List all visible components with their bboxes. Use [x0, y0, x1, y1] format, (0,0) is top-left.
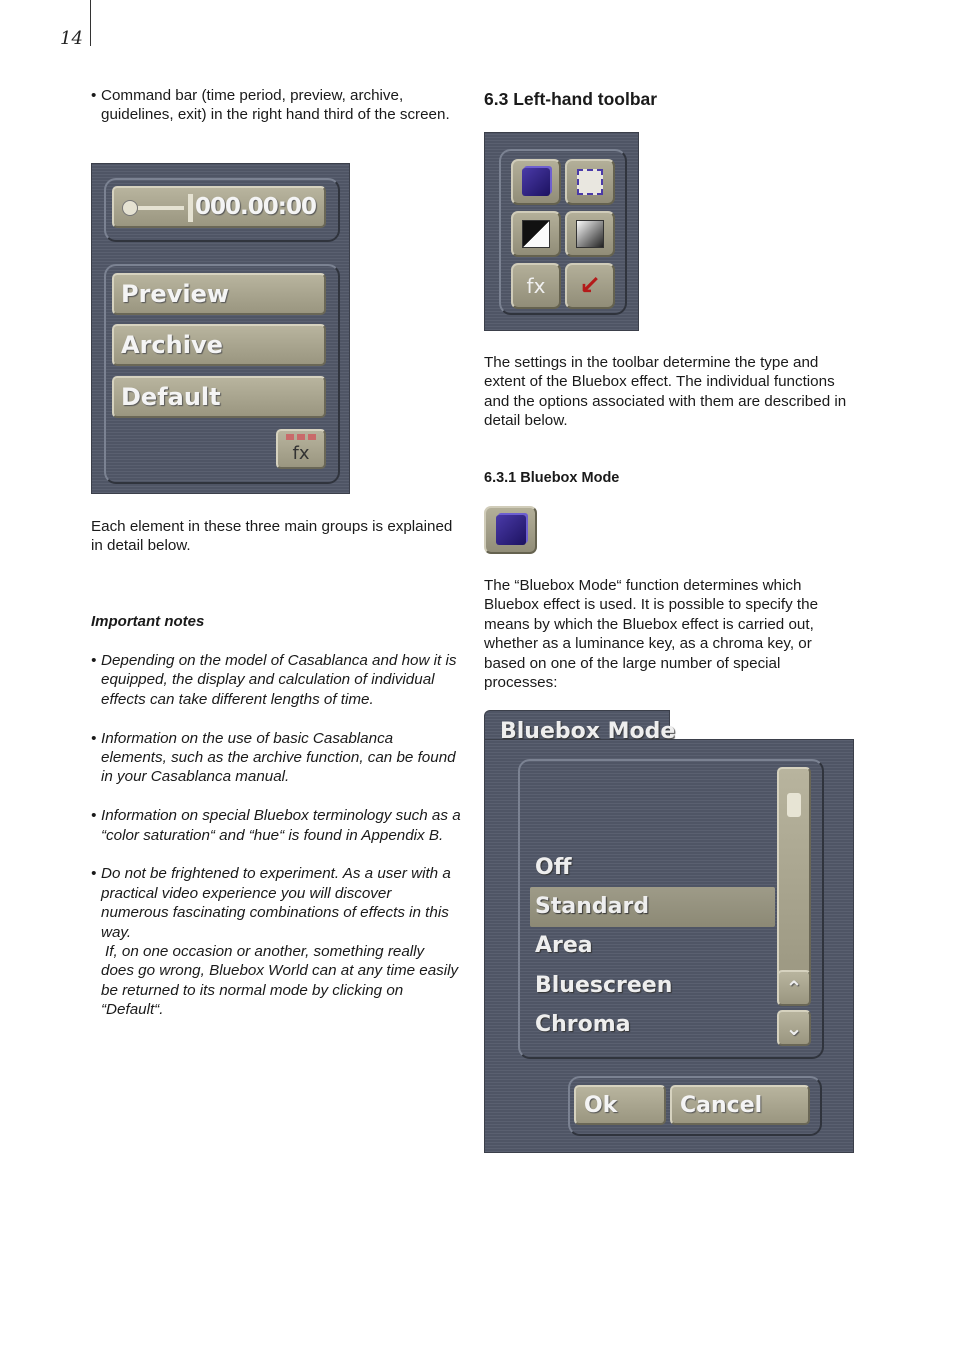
cube-icon — [522, 168, 550, 196]
arrow-down-left-icon: ↙ — [579, 271, 601, 301]
contrast-icon — [522, 220, 550, 248]
timecode-display[interactable] — [112, 186, 326, 228]
note-continuation: If, on one occasion or another, something really does go wrong, Bluebox World can at any time easily be returned to its normal mode by clicking on “Default“. — [101, 943, 459, 1019]
scroll-down-button[interactable] — [777, 1010, 811, 1046]
chevron-up-icon: ⌃ — [785, 976, 803, 1000]
cancel-button[interactable] — [670, 1085, 810, 1125]
explanation-text: Each element in these three main groups is explained in detail below. — [91, 518, 453, 555]
left-column — [91, 86, 461, 125]
command-bar-panel — [91, 163, 350, 494]
note-item: • Information on the use of basic Casablanca elements, such as the archive function, can be found in your Casablanca manual. — [91, 729, 461, 787]
bluebox-mode-description: The “Bluebox Mode“ function determines which Bluebox effect is used. It is possible to specify the means by which the Bluebox effect is carried out, whether as a luminance key, as a chroma key, or based on one of the large number of special processes: — [484, 577, 819, 692]
bluebox-mode-icon-button[interactable] — [484, 506, 537, 554]
scroll-up-button[interactable] — [777, 970, 811, 1006]
fx-label: fx — [292, 442, 310, 464]
cube-icon — [496, 515, 526, 545]
gradient-button[interactable] — [565, 211, 615, 257]
archive-button[interactable] — [112, 324, 326, 366]
option-off[interactable]: Off — [535, 855, 572, 880]
ok-label: Ok — [584, 1092, 618, 1118]
option-standard[interactable]: Standard — [535, 894, 650, 919]
chevron-down-icon: ⌄ — [785, 1016, 803, 1040]
note-item: • Depending on the model of Casablanca and how it is equipped, the display and calculation of individual effects can take different lengths of time. — [91, 651, 461, 709]
toolbar-description: The settings in the toolbar determine the type and extent of the Bluebox effect. The individual functions and the options associated with them are described in detail below. — [484, 354, 847, 430]
header-rule — [90, 0, 91, 46]
toolbar-heading: 6.3 Left-hand toolbar — [484, 89, 658, 109]
page-number: 14 — [60, 28, 83, 49]
archive-label: Archive — [121, 331, 223, 359]
fx-indicator-icon — [286, 434, 316, 440]
slider-knob-icon[interactable] — [122, 200, 138, 216]
notes-list — [91, 651, 461, 1020]
command-bar-bullet: • Command bar (time period, preview, archive, guidelines, exit) in the right hand third of the screen. — [91, 86, 451, 125]
scrollbar-thumb[interactable] — [787, 793, 801, 817]
dialog-title: Bluebox Mode — [500, 719, 676, 744]
selection-icon — [577, 169, 603, 195]
contrast-button[interactable] — [511, 211, 561, 257]
default-label: Default — [121, 383, 221, 411]
note-item: • Do not be frightened to experiment. As a user with a practical video experience you will discover numerous fascinating combinations of effects in this way. — [91, 864, 461, 942]
fx-exit-button[interactable] — [276, 429, 326, 469]
notes-title: Important notes — [91, 613, 205, 630]
bluebox-mode-button[interactable] — [511, 159, 561, 205]
toolbar-panel — [484, 132, 639, 331]
option-chroma[interactable]: Chroma — [535, 1012, 631, 1037]
gradient-icon — [576, 220, 604, 248]
option-area[interactable]: Area — [535, 933, 593, 958]
bluebox-mode-dialog — [484, 710, 854, 1153]
note-item: • Information on special Bluebox terminology such as a “color saturation“ and “hue“ is found in Appendix B. — [91, 806, 461, 845]
ok-button[interactable] — [574, 1085, 666, 1125]
reset-button[interactable] — [565, 263, 615, 309]
preview-label: Preview — [121, 280, 230, 308]
slider-stop-icon — [188, 194, 193, 222]
bluebox-mode-heading: 6.3.1 Bluebox Mode — [484, 470, 620, 486]
preview-button[interactable] — [112, 273, 326, 315]
slider-track-icon — [138, 206, 184, 210]
scrollbar-track[interactable] — [777, 767, 811, 997]
timecode-value: 000.00:00 — [195, 194, 316, 220]
option-bluescreen[interactable]: Bluescreen — [535, 973, 673, 998]
cancel-label: Cancel — [680, 1092, 763, 1118]
toolbar-fx-label: fx — [526, 274, 546, 298]
area-select-button[interactable] — [565, 159, 615, 205]
default-button[interactable] — [112, 376, 326, 418]
fx-button[interactable] — [511, 263, 561, 309]
